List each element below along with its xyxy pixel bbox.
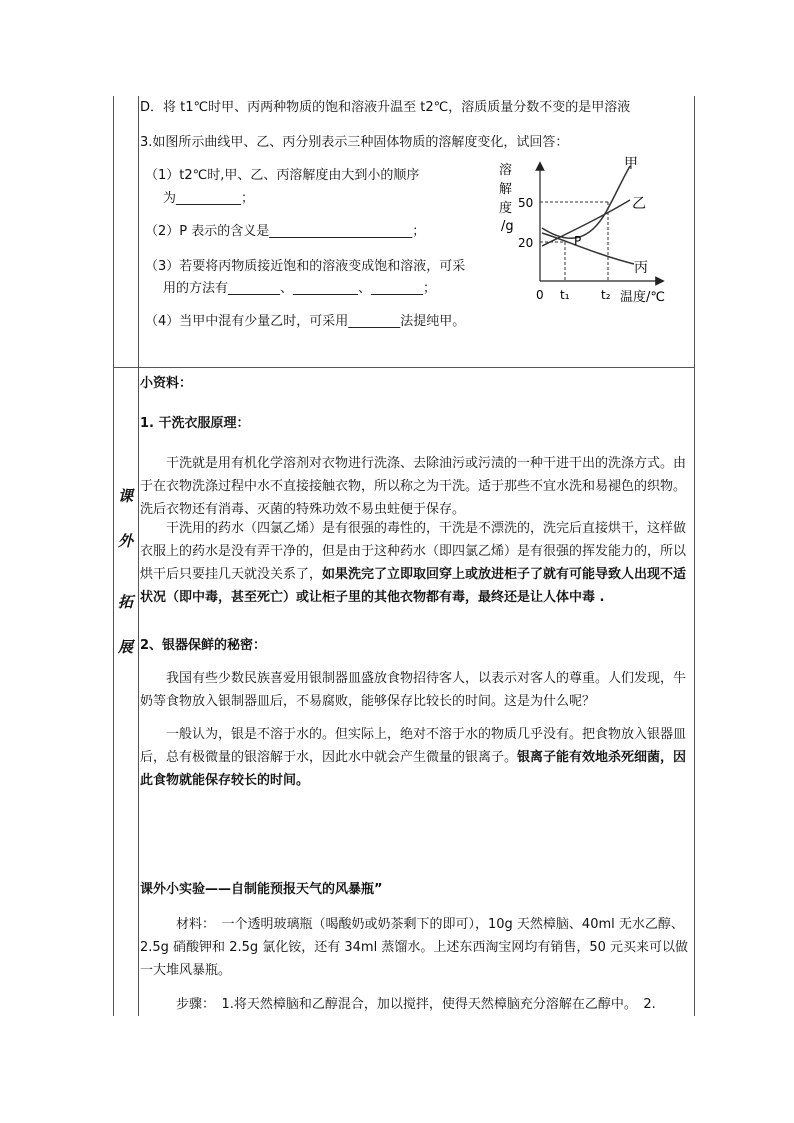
table-row-divider (113, 367, 695, 368)
tick-20: 20 (518, 236, 534, 250)
label-bing: 丙 (634, 260, 648, 276)
tick-origin: 0 (536, 288, 544, 302)
q3-part1-line1: （1）t2℃时,甲、乙、丙溶解度由大到小的顺序 (145, 168, 420, 183)
table-right-border (694, 96, 695, 1016)
q3-part3-line1: （3）若要将丙物质接近饱和的溶液变成饱和溶液，可采 (145, 259, 466, 274)
section1-title: 1. 干洗衣服原理： (140, 416, 250, 431)
experiment-title: 课外小实验——自制能预报天气的风暴瓶” (140, 882, 383, 897)
side-label-3: 拓 (118, 593, 134, 611)
label-jia: 甲 (624, 156, 638, 172)
ylabel-2: 解 (499, 182, 513, 197)
section2-title: 2、银器保鲜的秘密： (140, 638, 267, 653)
curve-yi (542, 200, 630, 246)
section1-paragraph2: 干洗用的药水（四氯乙烯）是有很强的毒性的，干洗是不漂洗的，洗完后直接烘干，这样做衣服上的药水是没有弄干净的，但是由于这种药水（即四氯乙烯）是有很强的挥发能力的，所以烘干后只要挂几天就没关系了，如果洗完了立即取回穿上或放进柜子了就有可能导致人出现不适状况（即中毒，甚至死亡）或让柜子里的其他衣物都有毒，最终还是让人体中毒 . (140, 521, 687, 605)
option-d: D．将 t1℃时甲、丙两种物质的饱和溶液升温至 t2℃，溶质质量分数不变的是甲溶液 (140, 100, 631, 115)
q3-part3-line2: 用的方法有________、__________、________； (163, 281, 437, 296)
section2-paragraph2: 一般认为，银是不溶于水的。但实际上，绝对不溶于水的物质几乎没有。把食物放入银器皿后，总有极微量的银溶解于水，因此水中就会产生微量的银离子。银离子能有效地杀死细菌，因此食物就能保存较长的时间。 (140, 727, 687, 788)
solubility-graph (490, 150, 686, 310)
q3-part1-line2: 为__________； (163, 191, 255, 206)
point-p-label: P (574, 234, 582, 248)
q3-part2: （2）P 表示的含义是______________________； (145, 224, 426, 239)
experiment-materials: 材料： 一个透明玻璃瓶（喝酸奶或奶茶剩下的即可），10g 天然樟脑、40ml 无水乙醇、2.5g 硝酸钾和 2.5g 氯化铵，还有 34ml 蒸馏水。上述东西淘宝网均有销售，50 元买来可以做一大堆风暴瓶。 (140, 917, 689, 978)
side-label-4: 展 (118, 638, 134, 656)
tick-t2: t₂ (601, 288, 611, 302)
label-yi: 乙 (632, 196, 646, 212)
x-axis-label: 温度/℃ (620, 290, 665, 305)
q3-part4: （4）当甲中混有少量乙时，可采用________法提纯甲。 (145, 314, 466, 329)
ylabel-4: /g (501, 219, 514, 234)
ylabel-1: 溶 (499, 163, 513, 178)
tick-50: 50 (518, 196, 534, 210)
table-left-border (113, 96, 114, 1016)
question-3: 3.如图所示曲线甲、乙、丙分别表示三种固体物质的溶解度变化，试回答： (140, 135, 569, 150)
curve-bing (542, 233, 634, 264)
section2-paragraph1: 我国有些少数民族喜爱用银制器皿盛放食物招待客人，以表示对客人的尊重。人们发现，牛奶等食物放入银制器皿后，不易腐败，能够保存比较长的时间。这是为什么呢？ (140, 671, 687, 709)
section1-paragraph1: 干洗就是用有机化学溶剂对衣物进行洗涤、去除油污或污渍的一种干进干出的洗涤方式。由于在衣物洗涤过程中水不直接接触衣物，所以称之为干洗。适于那些不宜水洗和易褪色的织物。洗后衣物还有消毒、灭菌的特殊功效不易虫蛀便于保存。 (140, 456, 687, 517)
side-label-2: 外 (118, 532, 134, 550)
table-inner-divider (138, 96, 139, 1016)
experiment-steps: 步骤： 1.将天然樟脑和乙醇混合，加以搅拌，使得天然樟脑充分溶解在乙醇中。 2. (176, 997, 656, 1012)
ylabel-3: 度 (499, 201, 513, 216)
resource-heading: 小资料： (140, 376, 193, 391)
tick-t1: t₁ (560, 288, 570, 302)
side-label-1: 课 (118, 487, 134, 505)
